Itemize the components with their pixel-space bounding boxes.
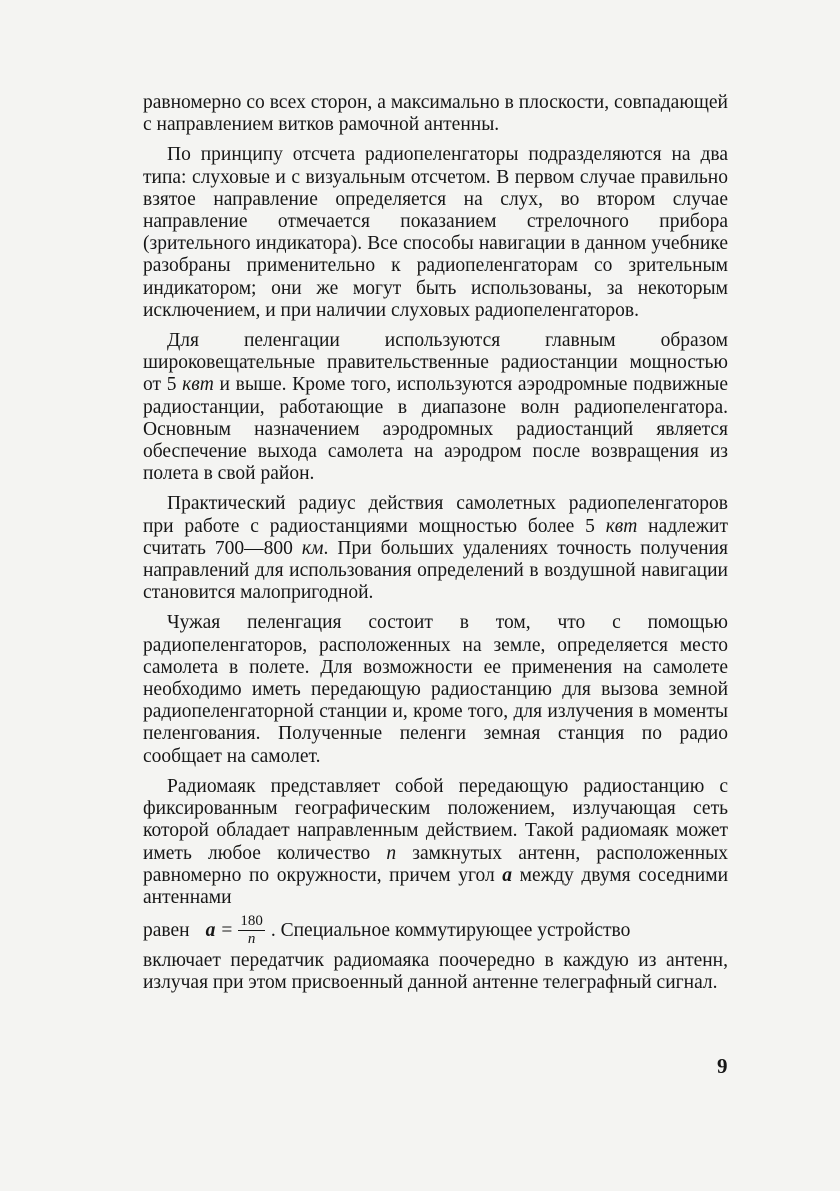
paragraph-6-part-b: замкнутых антенн, расположенных равномерно по окружности, причем угол	[143, 842, 728, 886]
formula-prefix: равен	[143, 919, 190, 941]
variable-a: a	[502, 864, 513, 886]
paragraph-4-part-c: . При больших удалениях точность получения направлений для использования определений в воздушной навигации становится малопригодной.	[143, 537, 728, 604]
unit-km: км	[301, 537, 324, 559]
paragraph-6	[143, 776, 728, 909]
formula-variable: a	[205, 919, 216, 941]
paragraph-6-part-a: Радиомаяк представляет собой передающую радиостанцию с фиксированным географическим положением, излучающая сеть которой обладает направленным действием. Такой радиомаяк может иметь любое количество	[143, 775, 728, 864]
paragraph-3-part-a: Для пеленгации используются главным образом широковещательные правительственные радиостанции мощностью от 5	[143, 330, 728, 396]
fraction-denominator: n	[247, 931, 256, 948]
formula-suffix: . Специальное коммутирующее устройство	[270, 919, 631, 941]
formula-equals: =	[221, 919, 233, 941]
fraction-numerator: 180	[240, 913, 263, 930]
paragraph-6-part-c: между двумя соседними антеннами	[143, 864, 728, 908]
unit-kvt: квт	[182, 374, 214, 396]
formula-fraction	[238, 913, 265, 948]
paragraph-4	[143, 493, 728, 604]
paragraph-4-part-a: Практический радиус действия самолетных радиопеленгаторов при работе с радиостанциями мощностью более 5	[143, 493, 728, 537]
page-number: 9	[717, 1054, 728, 1078]
body-text	[143, 92, 728, 1003]
formula-line	[143, 913, 728, 948]
paragraph-7: включает передатчик радиомаяка поочередно в каждую из антенн, излучая при этом присвоенный данной антенне телеграфный сигнал.	[143, 950, 728, 994]
variable-n: n	[386, 842, 397, 864]
paragraph-4-part-b: надлежит считать 700—800	[143, 515, 728, 559]
paragraph-3	[143, 330, 728, 485]
paragraph-1: равномерно со всех сторон, а максимально в плоскости, совпадающей с направлением витков рамочной антенны.	[143, 92, 728, 136]
paragraph-2: По принципу отсчета радиопеленгаторы подразделяются на два типа: слуховые и с визуальным отсчетом. В первом случае правильно взятое направление определяется на слух, во втором случае направление отмечается показанием стрелочного прибора (зрительного индикатора). Все способы навигации в данном учебнике разобраны применительно к радиопеленгаторам со зрительным индикатором; они же могут быть использованы, за некоторым исключением, и при наличии слуховых радиопеленгаторов.	[143, 144, 728, 321]
paragraph-5: Чужая пеленгация состоит в том, что с помощью радиопеленгаторов, расположенных на земле, определяется место самолета в полете. Для возможности ее применения на самолете необходимо иметь передающую радиостанцию для вызова земной радиопеленгаторной станции и, кроме того, для излучения в моменты пеленгования. Полученные пеленги земная станция по радио сообщает на самолет.	[143, 612, 728, 767]
angle-formula	[206, 913, 265, 948]
unit-kvt: квт	[605, 515, 638, 537]
paragraph-3-part-b: и выше. Кроме того, используются аэродромные подвижные радиостанции, работающие в диапазоне волн радиопеленгатора. Основным назначением аэродромных радиостанций является обеспечение выхода самолета на аэродром после возвращения из полета в свой район.	[143, 374, 729, 485]
